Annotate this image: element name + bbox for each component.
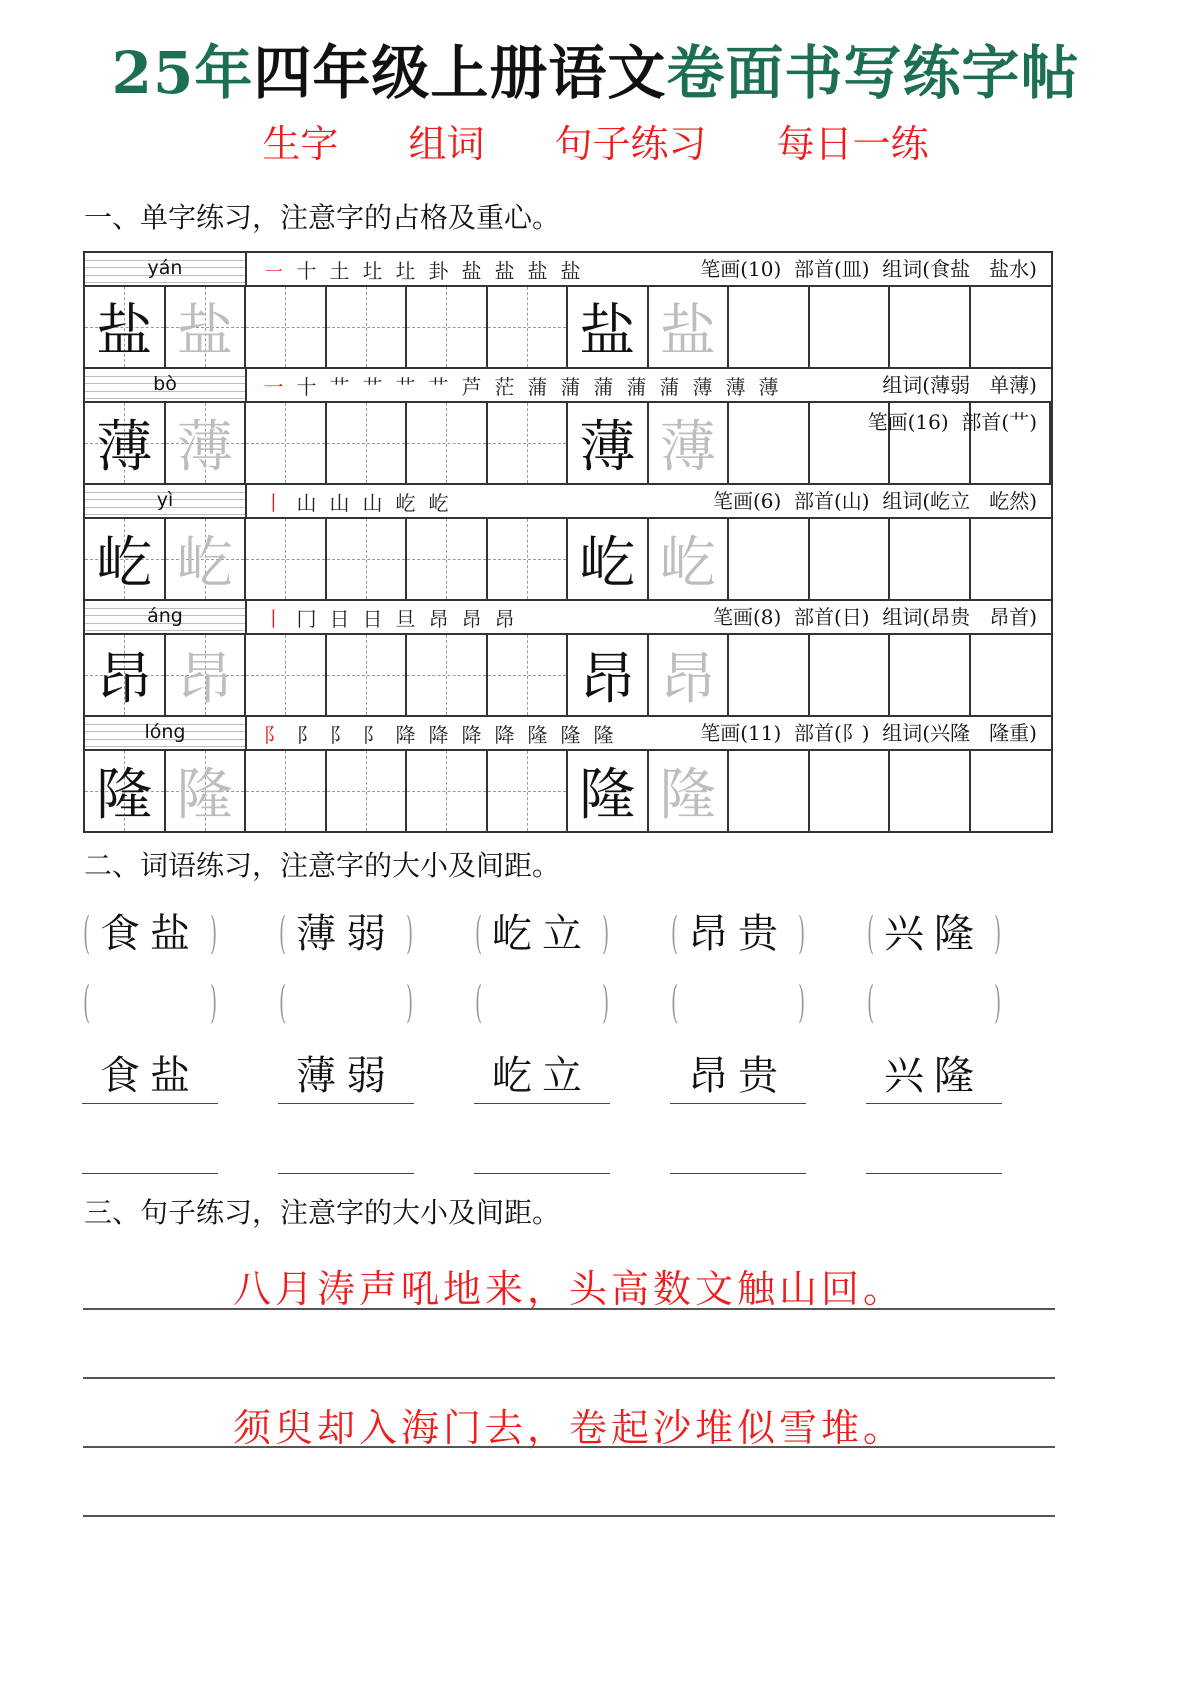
stroke-order-sequence <box>247 255 587 284</box>
stroke-order-cell <box>247 369 1051 401</box>
stroke-step: 阝 <box>329 722 350 747</box>
stroke-step: 丨 <box>263 606 284 631</box>
word-bracket: ( 屹立 ) <box>474 906 610 962</box>
stroke-order-sequence <box>247 371 785 400</box>
stroke-step: 旦 <box>395 606 416 631</box>
practice-cell[interactable] <box>810 751 891 831</box>
word-underline-blank-row <box>82 1118 1012 1174</box>
info-row <box>85 485 1051 519</box>
stroke-step: 屹 <box>428 490 449 515</box>
stroke-step: ㇐ <box>263 258 284 283</box>
pinyin-label: yì <box>85 485 247 517</box>
sentence-line <box>83 1308 1055 1310</box>
stroke-step: 降 <box>395 722 416 747</box>
practice-cell[interactable] <box>246 751 327 831</box>
practice-cells-row <box>85 519 1051 599</box>
practice-cell[interactable] <box>407 635 488 715</box>
practice-cell[interactable] <box>971 635 1052 715</box>
sentence-line-blank[interactable] <box>83 1377 1055 1379</box>
character-glyph: 屹 <box>659 531 716 596</box>
stroke-step: 昂 <box>494 606 515 631</box>
practice-cells-row <box>85 287 1051 367</box>
sentence-model: 须臾却入海门去，卷起沙堆似雪堆。 <box>232 1406 905 1450</box>
trace-char-cell <box>649 403 730 483</box>
character-glyph: 昂 <box>96 647 153 712</box>
stroke-order-cell <box>247 485 1051 517</box>
character-glyph: 隆 <box>579 763 636 828</box>
character-glyph: 盐 <box>176 299 233 364</box>
practice-cell[interactable] <box>488 751 569 831</box>
practice-cell[interactable] <box>407 519 488 599</box>
character-glyph: 薄 <box>659 415 716 480</box>
stroke-step: 蒲 <box>527 374 548 399</box>
model-char-cell <box>85 403 166 483</box>
stroke-step: 蒲 <box>593 374 614 399</box>
stroke-step: 阝 <box>362 722 383 747</box>
word-bracket: ( 兴隆 ) <box>866 906 1002 962</box>
word-bracket-blank[interactable] <box>82 975 218 1031</box>
trace-char-cell <box>649 519 730 599</box>
pinyin-label: áng <box>85 601 247 633</box>
stroke-step: 艹 <box>329 374 350 399</box>
model-char-cell <box>568 519 649 599</box>
practice-cell[interactable] <box>488 635 569 715</box>
word-underline-blank[interactable] <box>474 1118 610 1174</box>
word-underline-blank[interactable] <box>866 1118 1002 1174</box>
word-bracket-blank[interactable] <box>866 975 1002 1031</box>
word-underline: 屹立 <box>474 1048 610 1104</box>
stroke-step: 阝 <box>263 722 284 747</box>
practice-cell[interactable] <box>327 751 408 831</box>
stroke-step: 山 <box>296 490 317 515</box>
info-row <box>85 601 1051 635</box>
subtitle-item: 组词 <box>408 122 485 166</box>
practice-cell[interactable] <box>729 635 810 715</box>
practice-cell[interactable] <box>488 519 569 599</box>
section1-heading: 一、单字练习，注意字的占格及重心。 <box>84 201 561 234</box>
trace-char-cell <box>166 519 247 599</box>
word-bracket-blank[interactable] <box>670 975 806 1031</box>
character-glyph: 隆 <box>659 763 716 828</box>
stroke-step: 艹 <box>362 374 383 399</box>
word-underline: 食盐 <box>82 1048 218 1104</box>
subtitle-item: 每日一练 <box>776 122 929 166</box>
model-char-cell <box>85 751 166 831</box>
stroke-step: 薄 <box>758 374 779 399</box>
char-meta: 笔画(10) 部首(皿) 组词(食盐 盐水) <box>700 257 1037 281</box>
stroke-step: 薄 <box>725 374 746 399</box>
stroke-step: 卦 <box>428 258 449 283</box>
practice-cell[interactable] <box>407 287 488 367</box>
practice-cell[interactable] <box>890 287 971 367</box>
practice-cells-row <box>85 635 1051 715</box>
title-topic: 卷面书写练字帖 <box>666 39 1080 107</box>
practice-cell[interactable] <box>407 403 488 483</box>
word-underline-blank[interactable] <box>82 1118 218 1174</box>
practice-cell[interactable] <box>327 635 408 715</box>
stroke-step: 艹 <box>395 374 416 399</box>
practice-cell[interactable] <box>729 751 810 831</box>
character-glyph: 盐 <box>659 299 716 364</box>
word-underline-blank[interactable] <box>278 1118 414 1174</box>
section2-heading: 二、词语练习，注意字的大小及间距。 <box>84 849 561 882</box>
practice-cell[interactable] <box>810 519 891 599</box>
word-bracket: ( 薄弱 ) <box>278 906 414 962</box>
stroke-step: 芦 <box>461 374 482 399</box>
stroke-order-sequence <box>247 487 455 516</box>
practice-cell[interactable] <box>327 287 408 367</box>
character-glyph: 屹 <box>579 531 636 596</box>
practice-cells-row <box>85 403 1051 483</box>
stroke-step: 蒲 <box>560 374 581 399</box>
trace-char-cell <box>649 751 730 831</box>
stroke-step: 山 <box>362 490 383 515</box>
practice-cell[interactable] <box>246 519 327 599</box>
word-bracket-blank[interactable] <box>474 975 610 1031</box>
word-bracket: ( 昂贵 ) <box>670 906 806 962</box>
trace-char-cell <box>166 751 247 831</box>
practice-cell[interactable] <box>810 287 891 367</box>
stroke-order-cell <box>247 601 1051 633</box>
stroke-step: 日 <box>362 606 383 631</box>
character-glyph: 隆 <box>96 763 153 828</box>
character-glyph: 昂 <box>659 647 716 712</box>
stroke-step: 日 <box>329 606 350 631</box>
trace-char-cell <box>649 635 730 715</box>
model-char-cell <box>568 635 649 715</box>
pinyin-label: lóng <box>85 717 247 749</box>
page-title <box>0 38 1191 108</box>
character-glyph: 屹 <box>176 531 233 596</box>
word-underline: 薄弱 <box>278 1048 414 1104</box>
practice-cell[interactable] <box>407 751 488 831</box>
practice-cell[interactable] <box>327 519 408 599</box>
info-row <box>85 253 1051 287</box>
stroke-step: 降 <box>494 722 515 747</box>
practice-cell[interactable] <box>246 635 327 715</box>
practice-cell[interactable] <box>890 635 971 715</box>
stroke-step: 隆 <box>593 722 614 747</box>
stroke-step: 十 <box>296 258 317 283</box>
stroke-order-sequence <box>247 719 620 748</box>
stroke-order-cell <box>247 253 1051 285</box>
word-bracket: ( 食盐 ) <box>82 906 218 962</box>
practice-cell[interactable] <box>810 635 891 715</box>
info-row <box>85 717 1051 751</box>
stroke-step: 盐 <box>461 258 482 283</box>
practice-cell[interactable] <box>890 751 971 831</box>
char-meta: 组词(薄弱 单薄) <box>882 373 1037 397</box>
stroke-step: 降 <box>428 722 449 747</box>
word-bracket-empty-row <box>82 975 1012 1031</box>
character-glyph: 盐 <box>579 299 636 364</box>
stroke-step: 昂 <box>461 606 482 631</box>
char-meta: 笔画(11) 部首(阝) 组词(兴隆 隆重) <box>700 721 1037 745</box>
char-block <box>85 369 1051 485</box>
model-char-cell <box>85 519 166 599</box>
practice-cell[interactable] <box>890 519 971 599</box>
trace-char-cell <box>166 287 247 367</box>
stroke-step: 隆 <box>527 722 548 747</box>
model-char-cell <box>568 287 649 367</box>
model-char-cell <box>568 403 649 483</box>
pinyin-label: yán <box>85 253 247 285</box>
stroke-step: 十 <box>296 374 317 399</box>
practice-cell[interactable] <box>971 751 1052 831</box>
stroke-order-sequence <box>247 603 521 632</box>
subtitle <box>0 120 1191 168</box>
stroke-order-cell <box>247 717 1051 749</box>
practice-cell[interactable] <box>729 403 810 483</box>
stroke-step: 薄 <box>692 374 713 399</box>
model-char-cell <box>85 635 166 715</box>
stroke-step: 蒲 <box>626 374 647 399</box>
stroke-step: 茫 <box>494 374 515 399</box>
character-practice-grid <box>83 251 1053 833</box>
character-glyph: 盐 <box>96 299 153 364</box>
subtitle-item: 生字 <box>262 122 339 166</box>
stroke-step: 降 <box>461 722 482 747</box>
word-underline: 兴隆 <box>866 1048 1002 1104</box>
char-block <box>85 253 1051 369</box>
word-bracket-row <box>82 906 1012 962</box>
stroke-step: 圵 <box>362 258 383 283</box>
section3-heading: 三、句子练习，注意字的大小及间距。 <box>84 1196 561 1229</box>
stroke-step: 屹 <box>395 490 416 515</box>
character-glyph: 薄 <box>579 415 636 480</box>
character-glyph: 薄 <box>176 415 233 480</box>
character-glyph: 屹 <box>96 531 153 596</box>
stroke-step: 盐 <box>527 258 548 283</box>
title-year: 25年 <box>111 39 254 107</box>
stroke-step: 冂 <box>296 606 317 631</box>
practice-cell[interactable] <box>327 403 408 483</box>
practice-cell[interactable] <box>246 287 327 367</box>
stroke-step: 阝 <box>296 722 317 747</box>
stroke-step: 盐 <box>494 258 515 283</box>
trace-char-cell <box>166 403 247 483</box>
practice-cell[interactable] <box>246 403 327 483</box>
char-meta-overflow: 笔画(16) 部首(艹) <box>867 410 1037 434</box>
trace-char-cell <box>649 287 730 367</box>
character-glyph: 昂 <box>176 647 233 712</box>
sentence-line <box>83 1446 1055 1448</box>
stroke-step: 蒲 <box>659 374 680 399</box>
char-block <box>85 717 1051 831</box>
word-bracket-blank[interactable] <box>278 975 414 1031</box>
stroke-step: 丨 <box>263 490 284 515</box>
char-block <box>85 601 1051 717</box>
info-row <box>85 369 1051 403</box>
stroke-step: 圵 <box>395 258 416 283</box>
trace-char-cell <box>166 635 247 715</box>
stroke-step: 山 <box>329 490 350 515</box>
stroke-step: 昂 <box>428 606 449 631</box>
character-glyph: 昂 <box>579 647 636 712</box>
stroke-step: 隆 <box>560 722 581 747</box>
practice-cell[interactable] <box>488 403 569 483</box>
practice-cell[interactable] <box>729 519 810 599</box>
word-underline: 昂贵 <box>670 1048 806 1104</box>
model-char-cell <box>85 287 166 367</box>
character-glyph: 薄 <box>96 415 153 480</box>
stroke-step: 盐 <box>560 258 581 283</box>
practice-cell[interactable] <box>729 287 810 367</box>
practice-cells-row <box>85 751 1051 831</box>
word-underline-row <box>82 1048 1012 1104</box>
practice-cell[interactable] <box>971 519 1052 599</box>
model-char-cell <box>568 751 649 831</box>
sentence-line-blank[interactable] <box>83 1515 1055 1517</box>
practice-cell[interactable] <box>971 287 1052 367</box>
char-meta: 笔画(8) 部首(日) 组词(昂贵 昂首) <box>712 605 1037 629</box>
subtitle-item: 句子练习 <box>554 122 707 166</box>
character-glyph: 隆 <box>176 763 233 828</box>
pinyin-label: bò <box>85 369 247 401</box>
word-underline-blank[interactable] <box>670 1118 806 1174</box>
practice-cell[interactable] <box>488 287 569 367</box>
stroke-step: 艹 <box>428 374 449 399</box>
char-block <box>85 485 1051 601</box>
stroke-step: 一 <box>263 374 284 399</box>
sentence-model: 八月涛声吼地来，头高数文触山回。 <box>232 1267 905 1311</box>
char-meta: 笔画(6) 部首(山) 组词(屹立 屹然) <box>712 489 1037 513</box>
stroke-step: 土 <box>329 258 350 283</box>
title-grade: 四年级上册语文 <box>253 39 667 107</box>
